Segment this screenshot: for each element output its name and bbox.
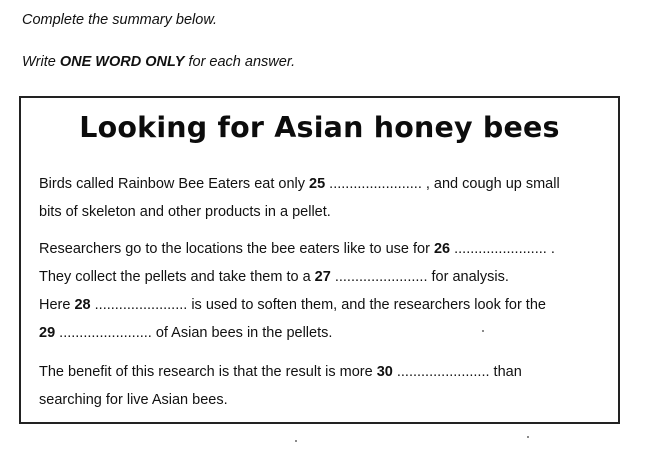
line-text: searching for live Asian bees. bbox=[39, 392, 228, 408]
question-number-27: 27 bbox=[314, 269, 331, 285]
scan-speck bbox=[527, 436, 529, 438]
line-text: bits of skeleton and other products in a pellet. bbox=[39, 204, 331, 220]
line-text: is used to soften them, and the researchers look for the bbox=[191, 297, 546, 313]
scan-speck bbox=[295, 440, 297, 442]
summary-line-8 bbox=[39, 392, 228, 408]
summary-title: Looking for Asian honey bees bbox=[79, 111, 560, 144]
answer-blank-27[interactable]: ....................... bbox=[330, 269, 432, 285]
line-text: than bbox=[493, 364, 522, 380]
summary-line-5 bbox=[39, 297, 546, 313]
summary-line-1 bbox=[39, 176, 560, 192]
answer-blank-29[interactable]: ....................... bbox=[55, 325, 156, 341]
line-text: Birds called Rainbow Bee Eaters eat only bbox=[39, 176, 310, 192]
line-text: , and cough up small bbox=[425, 176, 560, 192]
instruction-text-pre: Write bbox=[22, 54, 60, 70]
question-number-25: 25 bbox=[309, 176, 326, 192]
line-text: They collect the pellets and take them to a bbox=[39, 269, 315, 285]
question-number-30: 30 bbox=[376, 364, 393, 380]
instruction-text-post: for each answer. bbox=[184, 54, 296, 70]
summary-line-2 bbox=[39, 204, 331, 220]
summary-line-3 bbox=[39, 241, 555, 257]
summary-box bbox=[19, 96, 620, 424]
answer-blank-26[interactable]: ....................... bbox=[450, 241, 551, 257]
answer-blank-30[interactable]: ....................... bbox=[392, 364, 494, 380]
summary-line-4 bbox=[39, 269, 509, 285]
question-number-28: 28 bbox=[74, 297, 91, 313]
summary-line-6 bbox=[39, 325, 332, 341]
instruction-text: Complete the summary below. bbox=[22, 12, 218, 28]
instruction-complete-summary bbox=[22, 12, 217, 28]
line-text: for analysis. bbox=[431, 269, 509, 285]
line-text: . bbox=[550, 241, 555, 257]
answer-blank-25[interactable]: ....................... bbox=[325, 176, 426, 192]
summary-line-7 bbox=[39, 364, 522, 380]
answer-blank-28[interactable]: ....................... bbox=[90, 297, 192, 313]
instruction-word-limit-emphasis: ONE WORD ONLY bbox=[59, 54, 185, 70]
line-text: Researchers go to the locations the bee eaters like to use for bbox=[39, 241, 434, 257]
line-text: of Asian bees in the pellets. bbox=[155, 325, 333, 341]
question-number-26: 26 bbox=[433, 241, 451, 257]
instruction-word-limit bbox=[22, 54, 295, 70]
question-number-29: 29 bbox=[39, 325, 56, 341]
line-text: The benefit of this research is that the result is more bbox=[39, 364, 377, 380]
line-text: Here bbox=[39, 297, 75, 313]
scan-speck bbox=[482, 330, 484, 332]
